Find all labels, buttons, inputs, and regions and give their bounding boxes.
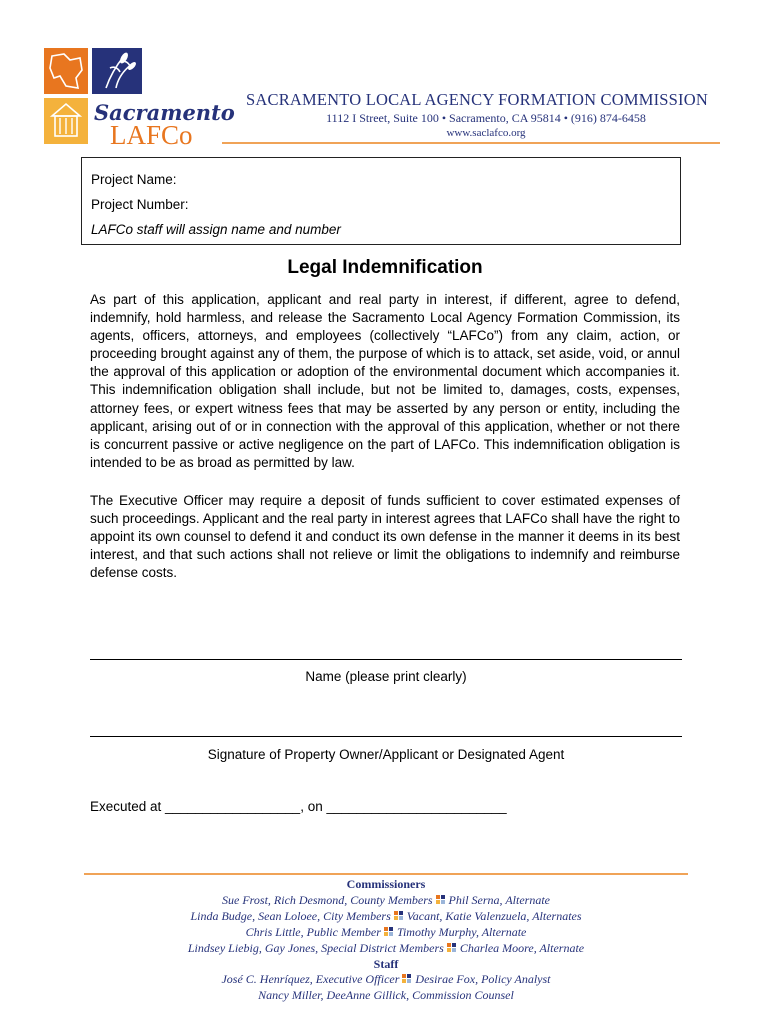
staff-heading: Staff — [373, 957, 399, 971]
logo-script-text: Sacramento — [94, 100, 235, 125]
footer-line-city — [84, 909, 688, 924]
footer-divider — [84, 873, 688, 875]
signature-label: Signature of Property Owner/Applicant or Designated Agent — [207, 747, 565, 762]
organization-website: www.saclafco.org — [446, 127, 526, 139]
name-label: Name (please print clearly) — [305, 669, 467, 684]
footer-line-staff — [84, 972, 688, 987]
lafco-logo — [44, 46, 235, 150]
special-alternate: Charlea Moore, Alternate — [459, 941, 585, 955]
four-square-separator-icon — [384, 927, 394, 936]
executive-officer-paragraph: The Executive Officer may require a deposit of funds sufficient to cover estimated expenses of such proceedings. Applicant and the real party in interest agrees that LAFCo shall have the right to appoint its own counsel to defend it and conduct its own defense in the manner it deems in its best interest, and that such actions shall not relieve or limit the obligations to indemnify and reimburse defense costs. — [90, 493, 680, 581]
indemnification-paragraph: As part of this application, applicant and real party in interest, if different, agree to defend, indemnify, hold harmless, and release the Sacramento Local Agency Formation Commission, its agents, officers, attorneys, and employees (collectively “LAFCo”) from any claim, action, or proceeding brought against any of them, the purpose of which is to attack, set aside, void, or annul the approval of this application or adoption of the environmental document which accompanies it. This indemnification obligation shall include, but not be limited to, damages, costs, expenses, attorney fees, or expert witness fees that may be asserted by any person or entity, including the applicant, arising out of or in connection with the approval of this application, whether or not there is concurrent passive or active negligence on the part of LAFCo. This indemnification obligation is intended to be as broad as permitted by law. — [90, 292, 680, 470]
public-member: Chris Little, Public Member — [245, 925, 381, 939]
city-alternates: Vacant, Katie Valenzuela, Alternates — [406, 909, 582, 923]
four-square-separator-icon — [447, 943, 457, 952]
organization-name: SACRAMENTO LOCAL AGENCY FORMATION COMMISSION — [246, 90, 708, 109]
sacramento-lafco-logo-icon — [44, 46, 235, 150]
project-staff-note: LAFCo staff will assign name and number — [91, 222, 341, 237]
four-square-separator-icon — [436, 895, 446, 904]
public-alternate: Timothy Murphy, Alternate — [396, 925, 527, 939]
footer-line-public — [84, 925, 688, 940]
document-title: Legal Indemnification — [287, 257, 483, 278]
commission-counsel: Nancy Miller, DeeAnne Gillick, Commission Counsel — [258, 988, 514, 1002]
executed-at-line: Executed at __________________, on ________________________ — [90, 799, 507, 814]
project-info-box — [81, 157, 681, 245]
footer-line-special — [84, 941, 688, 956]
policy-analyst: Desirae Fox, Policy Analyst — [415, 972, 551, 986]
commissioners-heading: Commissioners — [346, 877, 426, 891]
name-signature-line — [90, 659, 682, 660]
project-number-label: Project Number: — [91, 197, 189, 212]
signature-line — [90, 736, 682, 737]
organization-address: 1112 I Street, Suite 100 • Sacramento, CA 95814 • (916) 874-6458 — [326, 111, 646, 125]
four-square-separator-icon — [394, 911, 404, 920]
special-district-members: Lindsey Liebig, Gay Jones, Special District Members — [187, 941, 444, 955]
four-square-separator-icon — [402, 974, 412, 983]
project-name-label: Project Name: — [91, 172, 177, 187]
city-members: Linda Budge, Sean Loloee, City Members — [190, 909, 391, 923]
executive-officer: José C. Henríquez, Executive Officer — [221, 972, 400, 986]
header-divider — [222, 142, 720, 144]
logo-lafco-text: LAFCo — [110, 120, 193, 150]
footer-line-county — [84, 893, 688, 908]
county-alternate: Phil Serna, Alternate — [448, 893, 550, 907]
county-members: Sue Frost, Rich Desmond, County Members — [222, 893, 433, 907]
